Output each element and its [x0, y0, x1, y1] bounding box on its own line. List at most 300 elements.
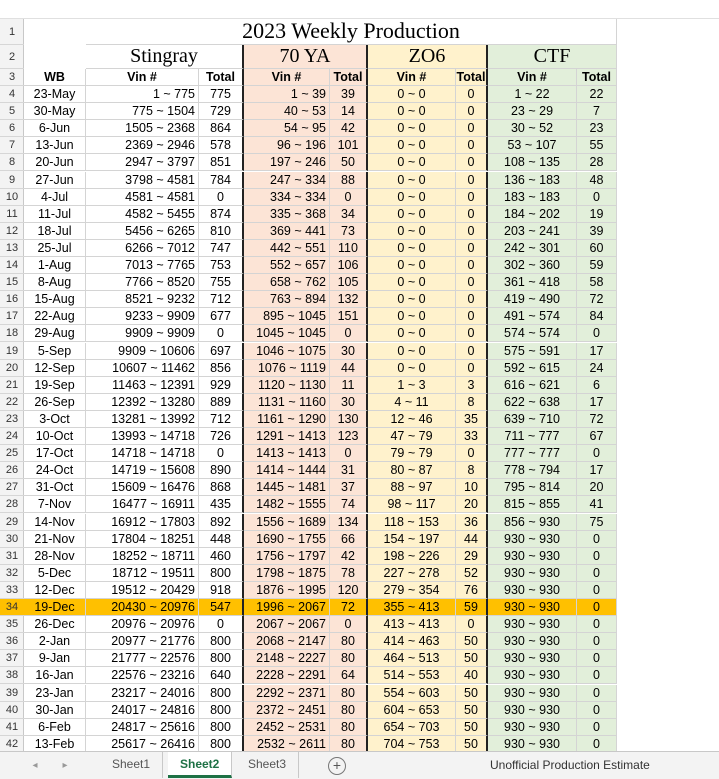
table-cell[interactable]: 0	[577, 531, 617, 548]
table-cell[interactable]: 227 ~ 278	[368, 565, 456, 582]
table-cell[interactable]: 1798 ~ 1875	[244, 565, 330, 582]
table-cell[interactable]: 868	[199, 479, 244, 496]
table-cell[interactable]: 712	[199, 291, 244, 308]
scroll-right-icon[interactable]: ▸	[62, 760, 68, 771]
table-cell[interactable]: 0	[456, 308, 488, 325]
table-cell[interactable]: 0	[199, 616, 244, 633]
table-cell[interactable]: 13-Feb	[24, 736, 86, 752]
table-cell[interactable]: 80	[330, 702, 368, 719]
table-cell[interactable]: 414 ~ 463	[368, 633, 456, 650]
table-cell[interactable]: 0 ~ 0	[368, 291, 456, 308]
table-cell[interactable]: 4581 ~ 4581	[86, 189, 199, 206]
scroll-left-icon[interactable]: ◂	[32, 760, 38, 771]
table-cell[interactable]: 795 ~ 814	[488, 479, 577, 496]
row-number[interactable]: 35	[0, 616, 24, 633]
group-header[interactable]: CTF	[488, 45, 617, 69]
table-cell[interactable]: 198 ~ 226	[368, 548, 456, 565]
table-cell[interactable]: 59	[456, 599, 488, 616]
table-cell[interactable]: 108 ~ 135	[488, 154, 577, 171]
table-cell[interactable]: 0	[456, 291, 488, 308]
table-cell[interactable]: 574 ~ 574	[488, 325, 577, 342]
row-number[interactable]: 25	[0, 445, 24, 462]
table-cell[interactable]: 80	[330, 650, 368, 667]
table-cell[interactable]: 0	[456, 257, 488, 274]
table-cell[interactable]: 1445 ~ 1481	[244, 479, 330, 496]
table-cell[interactable]: 1045 ~ 1045	[244, 325, 330, 342]
table-cell[interactable]: 10607 ~ 11462	[86, 360, 199, 377]
table-cell[interactable]: 0 ~ 0	[368, 189, 456, 206]
table-cell[interactable]: 448	[199, 531, 244, 548]
row-number[interactable]: 5	[0, 103, 24, 120]
row-number[interactable]: 3	[0, 69, 24, 86]
table-cell[interactable]: 0	[199, 189, 244, 206]
table-cell[interactable]: 0	[456, 137, 488, 154]
table-cell[interactable]: 154 ~ 197	[368, 531, 456, 548]
table-cell[interactable]: 37	[330, 479, 368, 496]
row-number[interactable]: 1	[0, 19, 24, 45]
table-cell[interactable]: 242 ~ 301	[488, 240, 577, 257]
column-header[interactable]: Total	[577, 69, 617, 86]
tab-sheet1[interactable]: Sheet1	[100, 752, 163, 778]
table-cell[interactable]: 134	[330, 514, 368, 531]
table-cell[interactable]: 17804 ~ 18251	[86, 531, 199, 548]
table-cell[interactable]: 3-Oct	[24, 411, 86, 428]
table-cell[interactable]: 24	[577, 360, 617, 377]
table-cell[interactable]: 59	[577, 257, 617, 274]
table-cell[interactable]: 930 ~ 930	[488, 633, 577, 650]
table-cell[interactable]: 0	[456, 172, 488, 189]
table-cell[interactable]: 851	[199, 154, 244, 171]
table-cell[interactable]: 136 ~ 183	[488, 172, 577, 189]
table-cell[interactable]: 29-Aug	[24, 325, 86, 342]
table-cell[interactable]: 7766 ~ 8520	[86, 274, 199, 291]
table-cell[interactable]: 14-Nov	[24, 514, 86, 531]
table-cell[interactable]: 0 ~ 0	[368, 308, 456, 325]
table-cell[interactable]: 151	[330, 308, 368, 325]
table-cell[interactable]: 12-Dec	[24, 582, 86, 599]
table-cell[interactable]: 25-Jul	[24, 240, 86, 257]
table-cell[interactable]: 28	[577, 154, 617, 171]
table-cell[interactable]: 0	[577, 189, 617, 206]
table-cell[interactable]: 777 ~ 777	[488, 445, 577, 462]
table-cell[interactable]: 784	[199, 172, 244, 189]
table-cell[interactable]: 9233 ~ 9909	[86, 308, 199, 325]
table-cell[interactable]: 800	[199, 719, 244, 736]
table-cell[interactable]: 930 ~ 930	[488, 582, 577, 599]
table-cell[interactable]: 2148 ~ 2227	[244, 650, 330, 667]
group-header[interactable]: 70 YA	[244, 45, 368, 69]
table-cell[interactable]: 8521 ~ 9232	[86, 291, 199, 308]
table-cell[interactable]: 8	[456, 394, 488, 411]
table-cell[interactable]: 800	[199, 565, 244, 582]
table-cell[interactable]: 729	[199, 103, 244, 120]
row-number[interactable]: 18	[0, 325, 24, 342]
table-cell[interactable]: 130	[330, 411, 368, 428]
table-cell[interactable]: 39	[330, 86, 368, 103]
table-cell[interactable]: 0 ~ 0	[368, 120, 456, 137]
table-cell[interactable]: 930 ~ 930	[488, 599, 577, 616]
table-cell[interactable]: 22576 ~ 23216	[86, 667, 199, 684]
table-cell[interactable]: 2292 ~ 2371	[244, 685, 330, 702]
table-cell[interactable]: 13-Jun	[24, 137, 86, 154]
table-cell[interactable]: 0	[456, 616, 488, 633]
table-cell[interactable]: 554 ~ 603	[368, 685, 456, 702]
table-cell[interactable]: 1 ~ 22	[488, 86, 577, 103]
row-number[interactable]: 40	[0, 702, 24, 719]
table-cell[interactable]: 23 ~ 29	[488, 103, 577, 120]
table-cell[interactable]: 23	[577, 120, 617, 137]
table-cell[interactable]: 80	[330, 633, 368, 650]
table-cell[interactable]: 18712 ~ 19511	[86, 565, 199, 582]
table-cell[interactable]: 50	[456, 702, 488, 719]
table-cell[interactable]: 28-Nov	[24, 548, 86, 565]
table-cell[interactable]: 0	[456, 360, 488, 377]
table-cell[interactable]: 8	[456, 462, 488, 479]
table-cell[interactable]: 0	[456, 445, 488, 462]
table-cell[interactable]: 0	[577, 702, 617, 719]
table-cell[interactable]: 48	[577, 172, 617, 189]
table-cell[interactable]: 53 ~ 107	[488, 137, 577, 154]
row-number[interactable]: 21	[0, 377, 24, 394]
table-cell[interactable]: 0	[330, 325, 368, 342]
table-cell[interactable]: 73	[330, 223, 368, 240]
column-header[interactable]: Total	[456, 69, 488, 86]
table-cell[interactable]: 800	[199, 633, 244, 650]
table-cell[interactable]: 16477 ~ 16911	[86, 496, 199, 513]
table-cell[interactable]: 184 ~ 202	[488, 206, 577, 223]
table-cell[interactable]: 514 ~ 553	[368, 667, 456, 684]
table-cell[interactable]: 15-Aug	[24, 291, 86, 308]
table-cell[interactable]: 0	[577, 616, 617, 633]
table-cell[interactable]: 0	[456, 103, 488, 120]
table-cell[interactable]: 0 ~ 0	[368, 360, 456, 377]
table-cell[interactable]: 80	[330, 685, 368, 702]
table-cell[interactable]: 18252 ~ 18711	[86, 548, 199, 565]
cell-area[interactable]	[5, 19, 719, 752]
table-cell[interactable]: 1 ~ 3	[368, 377, 456, 394]
table-cell[interactable]: 247 ~ 334	[244, 172, 330, 189]
table-cell[interactable]: 697	[199, 343, 244, 360]
table-cell[interactable]: 50	[456, 736, 488, 752]
table-cell[interactable]: 856 ~ 930	[488, 514, 577, 531]
table-cell[interactable]: 203 ~ 241	[488, 223, 577, 240]
table-cell[interactable]: 0	[456, 325, 488, 342]
table-cell[interactable]: 930 ~ 930	[488, 702, 577, 719]
group-header[interactable]: Stingray	[86, 45, 244, 69]
table-cell[interactable]: 575 ~ 591	[488, 343, 577, 360]
table-cell[interactable]: 19512 ~ 20429	[86, 582, 199, 599]
table-cell[interactable]: 40 ~ 53	[244, 103, 330, 120]
row-number[interactable]: 13	[0, 240, 24, 257]
table-cell[interactable]: 1505 ~ 2368	[86, 120, 199, 137]
table-cell[interactable]: 24-Oct	[24, 462, 86, 479]
row-number[interactable]: 10	[0, 189, 24, 206]
table-cell[interactable]: 464 ~ 513	[368, 650, 456, 667]
row-number[interactable]: 27	[0, 479, 24, 496]
table-cell[interactable]: 0 ~ 0	[368, 86, 456, 103]
table-cell[interactable]: 1 ~ 39	[244, 86, 330, 103]
table-cell[interactable]: 552 ~ 657	[244, 257, 330, 274]
row-number[interactable]: 30	[0, 531, 24, 548]
table-cell[interactable]: 74	[330, 496, 368, 513]
table-cell[interactable]: 50	[456, 719, 488, 736]
row-number[interactable]: 33	[0, 582, 24, 599]
table-cell[interactable]: 419 ~ 490	[488, 291, 577, 308]
table-cell[interactable]: 1690 ~ 1755	[244, 531, 330, 548]
table-cell[interactable]: 30	[330, 343, 368, 360]
table-cell[interactable]: 42	[330, 548, 368, 565]
row-number[interactable]: 38	[0, 667, 24, 684]
table-cell[interactable]: 50	[456, 685, 488, 702]
table-cell[interactable]: 23-Jan	[24, 685, 86, 702]
table-cell[interactable]: 123	[330, 428, 368, 445]
row-number[interactable]: 39	[0, 685, 24, 702]
table-cell[interactable]: 0	[199, 445, 244, 462]
table-cell[interactable]: 930 ~ 930	[488, 685, 577, 702]
table-cell[interactable]: 88 ~ 97	[368, 479, 456, 496]
table-cell[interactable]: 105	[330, 274, 368, 291]
table-cell[interactable]: 335 ~ 368	[244, 206, 330, 223]
table-cell[interactable]: 775	[199, 86, 244, 103]
column-header[interactable]: Total	[199, 69, 244, 86]
table-cell[interactable]: 11463 ~ 12391	[86, 377, 199, 394]
table-cell[interactable]: 30-Jan	[24, 702, 86, 719]
table-cell[interactable]: 21777 ~ 22576	[86, 650, 199, 667]
table-cell[interactable]: 17-Oct	[24, 445, 86, 462]
table-cell[interactable]: 67	[577, 428, 617, 445]
row-number[interactable]: 16	[0, 291, 24, 308]
table-cell[interactable]: 640	[199, 667, 244, 684]
table-cell[interactable]: 118 ~ 153	[368, 514, 456, 531]
row-number[interactable]: 15	[0, 274, 24, 291]
table-cell[interactable]: 1131 ~ 1160	[244, 394, 330, 411]
table-cell[interactable]: 2-Jan	[24, 633, 86, 650]
table-cell[interactable]: 0	[577, 685, 617, 702]
table-cell[interactable]: 1556 ~ 1689	[244, 514, 330, 531]
table-cell[interactable]: 800	[199, 685, 244, 702]
row-number[interactable]: 8	[0, 154, 24, 171]
table-cell[interactable]: 19-Dec	[24, 599, 86, 616]
table-cell[interactable]: 0	[456, 189, 488, 206]
table-cell[interactable]: 7-Nov	[24, 496, 86, 513]
table-cell[interactable]: 1-Aug	[24, 257, 86, 274]
row-number[interactable]: 23	[0, 411, 24, 428]
table-cell[interactable]: 4 ~ 11	[368, 394, 456, 411]
table-cell[interactable]: 0	[577, 667, 617, 684]
table-cell[interactable]: 50	[456, 633, 488, 650]
table-cell[interactable]: 9909 ~ 10606	[86, 343, 199, 360]
table-cell[interactable]: 930 ~ 930	[488, 650, 577, 667]
table-cell[interactable]: 930 ~ 930	[488, 548, 577, 565]
table-cell[interactable]: 41	[577, 496, 617, 513]
table-cell[interactable]: 874	[199, 206, 244, 223]
add-sheet-button[interactable]: +	[328, 757, 346, 775]
row-number[interactable]: 4	[0, 86, 24, 103]
row-number[interactable]: 7	[0, 137, 24, 154]
table-cell[interactable]: 24017 ~ 24816	[86, 702, 199, 719]
table-cell[interactable]: 20977 ~ 21776	[86, 633, 199, 650]
table-cell[interactable]: 1876 ~ 1995	[244, 582, 330, 599]
table-cell[interactable]: 0	[456, 274, 488, 291]
table-cell[interactable]: 183 ~ 183	[488, 189, 577, 206]
table-cell[interactable]: 726	[199, 428, 244, 445]
table-cell[interactable]: 1413 ~ 1413	[244, 445, 330, 462]
table-cell[interactable]: 23-May	[24, 86, 86, 103]
table-cell[interactable]: 800	[199, 650, 244, 667]
table-cell[interactable]: 11-Jul	[24, 206, 86, 223]
table-cell[interactable]: 930 ~ 930	[488, 736, 577, 752]
table-cell[interactable]: 622 ~ 638	[488, 394, 577, 411]
table-cell[interactable]: 6	[577, 377, 617, 394]
table-cell[interactable]: 110	[330, 240, 368, 257]
table-cell[interactable]: 120	[330, 582, 368, 599]
table-cell[interactable]: 0	[577, 325, 617, 342]
table-cell[interactable]: 302 ~ 360	[488, 257, 577, 274]
table-cell[interactable]: 2452 ~ 2531	[244, 719, 330, 736]
row-number[interactable]: 37	[0, 650, 24, 667]
table-cell[interactable]: 80 ~ 87	[368, 462, 456, 479]
table-cell[interactable]: 7	[577, 103, 617, 120]
row-number[interactable]: 17	[0, 308, 24, 325]
table-cell[interactable]: 892	[199, 514, 244, 531]
table-cell[interactable]: 9909 ~ 9909	[86, 325, 199, 342]
table-cell[interactable]: 1414 ~ 1444	[244, 462, 330, 479]
table-cell[interactable]: 52	[456, 565, 488, 582]
table-cell[interactable]: 0	[577, 650, 617, 667]
row-number[interactable]: 31	[0, 548, 24, 565]
table-cell[interactable]: 0	[330, 616, 368, 633]
table-cell[interactable]: 0	[577, 633, 617, 650]
table-cell[interactable]: 2228 ~ 2291	[244, 667, 330, 684]
table-cell[interactable]: 30-May	[24, 103, 86, 120]
table-cell[interactable]: 5-Dec	[24, 565, 86, 582]
table-cell[interactable]: 460	[199, 548, 244, 565]
table-cell[interactable]: 72	[577, 411, 617, 428]
table-cell[interactable]: 0 ~ 0	[368, 154, 456, 171]
table-cell[interactable]: 930 ~ 930	[488, 667, 577, 684]
table-cell[interactable]: 491 ~ 574	[488, 308, 577, 325]
table-cell[interactable]: 42	[330, 120, 368, 137]
table-cell[interactable]: 30	[330, 394, 368, 411]
table-cell[interactable]: 58	[577, 274, 617, 291]
table-cell[interactable]: 55	[577, 137, 617, 154]
table-cell[interactable]: 30 ~ 52	[488, 120, 577, 137]
table-cell[interactable]: 54 ~ 95	[244, 120, 330, 137]
table-cell[interactable]: 654 ~ 703	[368, 719, 456, 736]
table-cell[interactable]: 0 ~ 0	[368, 325, 456, 342]
table-cell[interactable]: 66	[330, 531, 368, 548]
row-number[interactable]: 12	[0, 223, 24, 240]
table-cell[interactable]: 3	[456, 377, 488, 394]
table-cell[interactable]: 17	[577, 462, 617, 479]
table-cell[interactable]: 0 ~ 0	[368, 172, 456, 189]
table-cell[interactable]: 72	[330, 599, 368, 616]
table-cell[interactable]: 616 ~ 621	[488, 377, 577, 394]
table-cell[interactable]: 1756 ~ 1797	[244, 548, 330, 565]
table-cell[interactable]: 31-Oct	[24, 479, 86, 496]
table-cell[interactable]: 75	[577, 514, 617, 531]
table-cell[interactable]: 763 ~ 894	[244, 291, 330, 308]
table-cell[interactable]: 0	[456, 120, 488, 137]
table-cell[interactable]: 101	[330, 137, 368, 154]
sheet-title[interactable]: 2023 Weekly Production	[86, 19, 617, 45]
table-cell[interactable]: 930 ~ 930	[488, 616, 577, 633]
table-cell[interactable]: 10	[456, 479, 488, 496]
tab-sheet3[interactable]: Sheet3	[236, 752, 299, 778]
table-cell[interactable]: 0	[456, 223, 488, 240]
table-cell[interactable]: 1120 ~ 1130	[244, 377, 330, 394]
table-cell[interactable]: 592 ~ 615	[488, 360, 577, 377]
table-cell[interactable]: 6266 ~ 7012	[86, 240, 199, 257]
row-number[interactable]: 41	[0, 719, 24, 736]
table-cell[interactable]: 36	[456, 514, 488, 531]
table-cell[interactable]: 50	[456, 650, 488, 667]
table-cell[interactable]: 0	[577, 736, 617, 752]
table-cell[interactable]: 0	[577, 565, 617, 582]
table-cell[interactable]: 856	[199, 360, 244, 377]
table-cell[interactable]: 4582 ~ 5455	[86, 206, 199, 223]
table-cell[interactable]: 1161 ~ 1290	[244, 411, 330, 428]
table-cell[interactable]: 18-Jul	[24, 223, 86, 240]
table-cell[interactable]: 47 ~ 79	[368, 428, 456, 445]
table-cell[interactable]: 895 ~ 1045	[244, 308, 330, 325]
column-header[interactable]: WB	[24, 69, 86, 86]
table-cell[interactable]: 0 ~ 0	[368, 257, 456, 274]
table-cell[interactable]: 20	[456, 496, 488, 513]
table-cell[interactable]: 9-Jan	[24, 650, 86, 667]
table-cell[interactable]: 197 ~ 246	[244, 154, 330, 171]
table-cell[interactable]: 2067 ~ 2067	[244, 616, 330, 633]
table-cell[interactable]: 0	[577, 548, 617, 565]
table-cell[interactable]: 88	[330, 172, 368, 189]
table-cell[interactable]: 755	[199, 274, 244, 291]
table-cell[interactable]: 658 ~ 762	[244, 274, 330, 291]
table-cell[interactable]: 10-Oct	[24, 428, 86, 445]
column-header[interactable]: Vin #	[244, 69, 330, 86]
table-cell[interactable]: 929	[199, 377, 244, 394]
table-cell[interactable]: 21-Nov	[24, 531, 86, 548]
table-cell[interactable]: 677	[199, 308, 244, 325]
table-cell[interactable]: 639 ~ 710	[488, 411, 577, 428]
table-cell[interactable]: 60	[577, 240, 617, 257]
column-header[interactable]: Vin #	[488, 69, 577, 86]
table-cell[interactable]: 15609 ~ 16476	[86, 479, 199, 496]
table-cell[interactable]: 1 ~ 775	[86, 86, 199, 103]
table-cell[interactable]: 355 ~ 413	[368, 599, 456, 616]
table-cell[interactable]: 72	[577, 291, 617, 308]
column-header[interactable]: Vin #	[368, 69, 456, 86]
row-number[interactable]: 24	[0, 428, 24, 445]
table-cell[interactable]: 12-Sep	[24, 360, 86, 377]
table-cell[interactable]: 279 ~ 354	[368, 582, 456, 599]
table-cell[interactable]: 19	[577, 206, 617, 223]
table-cell[interactable]: 712	[199, 411, 244, 428]
table-cell[interactable]: 815 ~ 855	[488, 496, 577, 513]
table-cell[interactable]: 890	[199, 462, 244, 479]
table-cell[interactable]: 44	[330, 360, 368, 377]
table-cell[interactable]: 361 ~ 418	[488, 274, 577, 291]
table-cell[interactable]: 14719 ~ 15608	[86, 462, 199, 479]
table-cell[interactable]: 20	[577, 479, 617, 496]
row-number[interactable]: 34	[0, 599, 24, 616]
row-number[interactable]: 28	[0, 496, 24, 513]
table-cell[interactable]: 930 ~ 930	[488, 531, 577, 548]
tab-sheet2[interactable]: Sheet2	[168, 752, 232, 778]
table-cell[interactable]: 778 ~ 794	[488, 462, 577, 479]
row-number[interactable]: 29	[0, 514, 24, 531]
table-cell[interactable]: 11	[330, 377, 368, 394]
table-cell[interactable]: 132	[330, 291, 368, 308]
